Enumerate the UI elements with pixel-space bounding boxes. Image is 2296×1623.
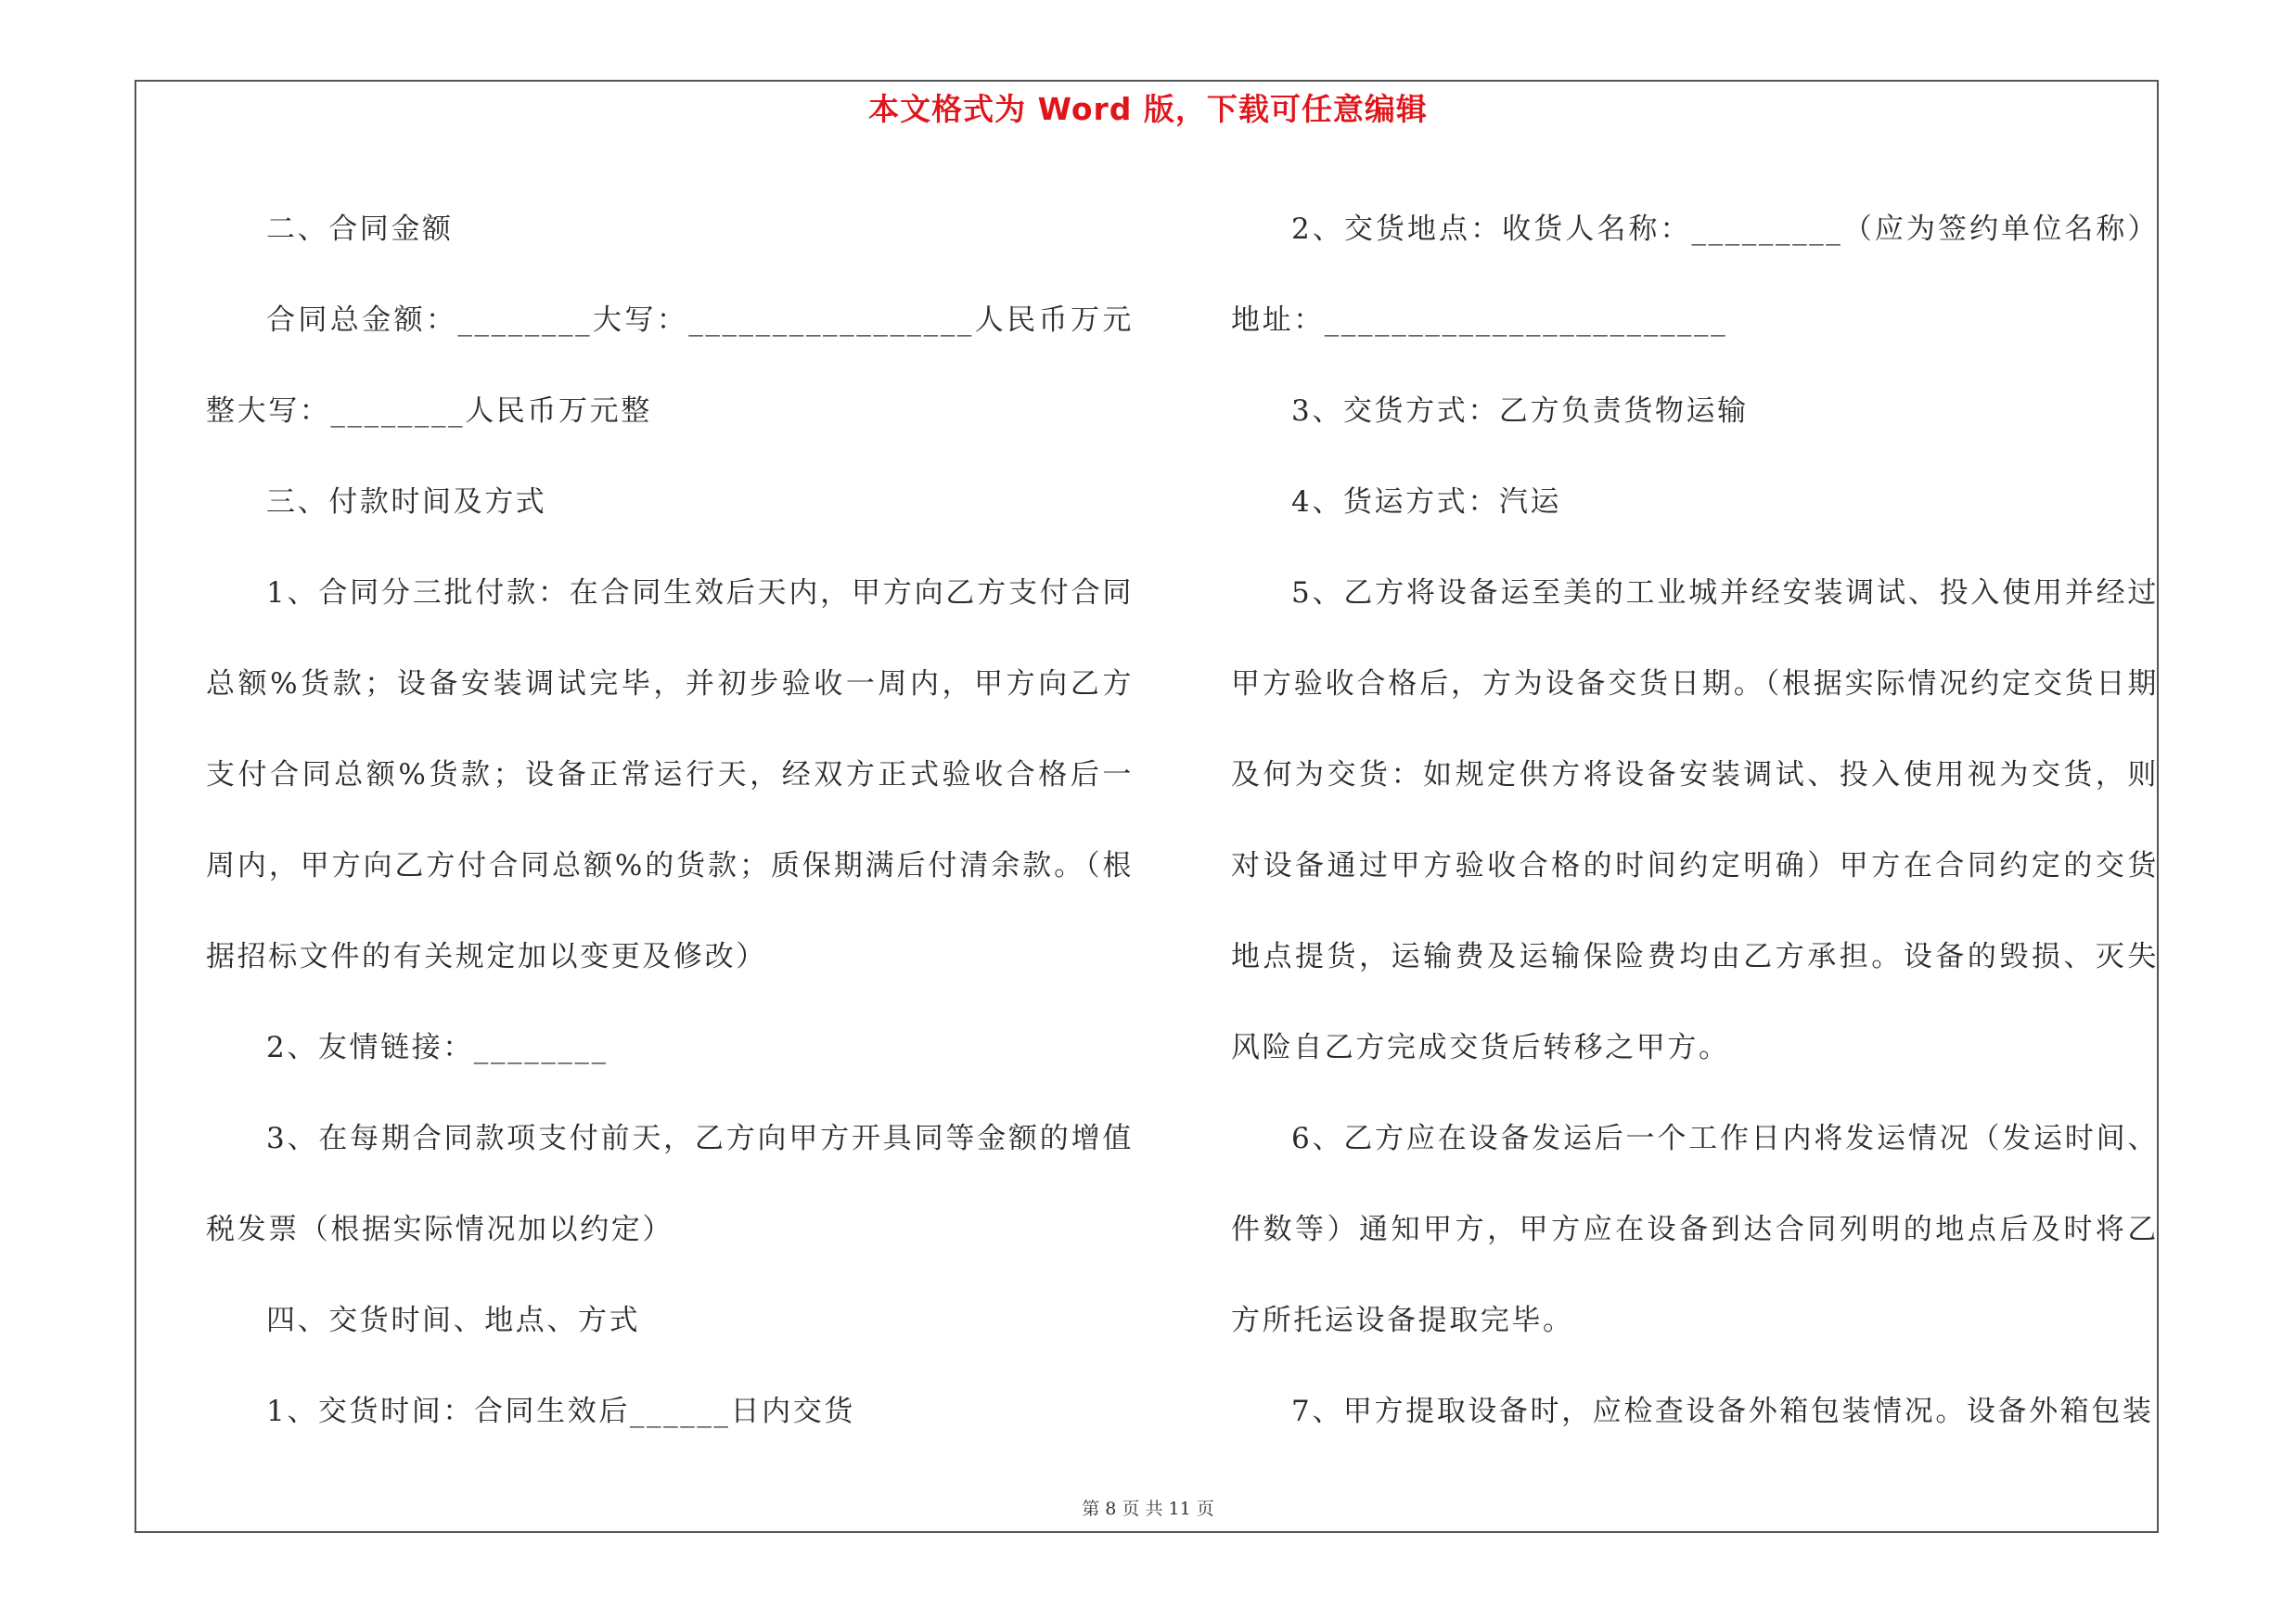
paragraph-shipping-method: 4、货运方式：汽运 <box>1291 485 1562 519</box>
left-column <box>206 184 1134 1457</box>
paragraph-delivery-method: 3、交货方式：乙方负责货物运输 <box>1291 394 1749 428</box>
section-heading-payment: 三、付款时间及方式 <box>266 485 547 519</box>
paragraph-shipment-notice: 6、乙方应在设备发运后一个工作日内将发运情况（发运时间、件数等）通知甲方，甲方应在设备到达合同列明的地点后及时将乙方所托运设备提取完毕。 <box>1231 1122 2159 1337</box>
paragraph-delivery-time: 1、交货时间：合同生效后______日内交货 <box>266 1395 855 1428</box>
right-column <box>1231 184 2159 1457</box>
paragraph-friendly-link: 2、友情链接：________ <box>266 1031 609 1064</box>
paragraph-package-inspection: 7、甲方提取设备时，应检查设备外箱包装情况。设备外箱包装 <box>1291 1395 2154 1428</box>
paragraph-installation-acceptance: 5、乙方将设备运至美的工业城并经安装调试、投入使用并经过甲方验收合格后，方为设备交货日期。（根据实际情况约定交货日期及何为交货：如规定供方将设备安装调试、投入使用视为交货，则对设备通过甲方验收合格的时间约定明确）甲方在合同约定的交货地点提货，运输费及运输保险费均由乙方承担。设备的毁损、灭失风险自乙方完成交货后转移之甲方。 <box>1231 576 2159 1064</box>
section-heading-contract-amount: 二、合同金额 <box>266 213 454 246</box>
paragraph-delivery-location: 2、交货地点：收货人名称：_________（应为签约单位名称）地址：________________________ <box>1231 213 2159 337</box>
paragraph-invoice: 3、在每期合同款项支付前天，乙方向甲方开具同等金额的增值税发票（根据实际情况加以约定） <box>206 1122 1134 1246</box>
section-heading-delivery: 四、交货时间、地点、方式 <box>266 1304 641 1337</box>
paragraph-payment-installments: 1、合同分三批付款：在合同生效后天内，甲方向乙方支付合同总额%货款；设备安装调试完毕，并初步验收一周内，甲方向乙方支付合同总额%货款；设备正常运行天，经双方正式验收合格后一周内，甲方向乙方付合同总额%的货款；质保期满后付清余款。（根据招标文件的有关规定加以变更及修改） <box>206 576 1134 973</box>
paragraph-total-amount: 合同总金额：________大写：_________________人民币万元整大写：________人民币万元整 <box>206 303 1134 428</box>
format-notice-banner: 本文格式为 Word 版，下载可任意编辑 <box>868 91 1428 127</box>
page-number-footer: 第 8 页 共 11 页 <box>1082 1499 1214 1519</box>
